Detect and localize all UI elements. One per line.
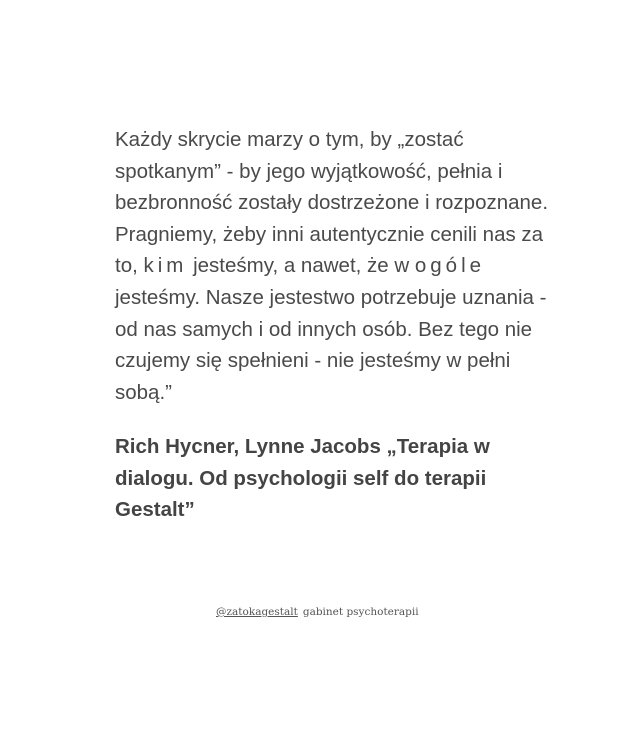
- citation-line-1: Rich Hycner, Lynne Jacobs „Terapia w: [115, 435, 490, 458]
- citation-line-2: dialogu. Od psychologii self do terapii: [115, 466, 487, 490]
- footer-subtitle: gabinet psychoterapii: [302, 606, 419, 618]
- emphasis-ogole: ogóle: [414, 254, 486, 278]
- footer: [216, 606, 419, 618]
- quote-line-8: czujemy się spełnieni - nie jesteśmy w pełni: [115, 349, 511, 373]
- quote-line-5: [115, 250, 575, 282]
- quote-line-5-middle: jesteśmy, a nawet, że w: [187, 254, 415, 278]
- quote-line-9: sobą.”: [115, 380, 172, 404]
- instagram-handle-link[interactable]: @zatokagestalt: [216, 606, 298, 618]
- quote-line-1: Każdy skrycie marzy o tym, by „zostać: [115, 128, 464, 151]
- quote-text: [115, 124, 575, 408]
- quote-line-3: bezbronność zostały dostrzeżone i rozpoznane.: [115, 191, 549, 215]
- quote-line-4: Pragniemy, żeby inni autentycznie cenili nas za: [115, 222, 544, 246]
- quote-line-7: od nas samych i od innych osób. Bez tego nie: [115, 317, 533, 341]
- citation-line-3: Gestalt”: [115, 498, 195, 522]
- quote-line-6: jesteśmy. Nasze jestestwo potrzebuje uznania -: [115, 285, 547, 309]
- quote-line-5-start: to,: [115, 254, 144, 278]
- emphasis-kim: kim: [143, 254, 188, 278]
- citation: [115, 431, 575, 526]
- quote-line-2: spotkanym” - by jego wyjątkowość, pełnia i: [115, 159, 503, 183]
